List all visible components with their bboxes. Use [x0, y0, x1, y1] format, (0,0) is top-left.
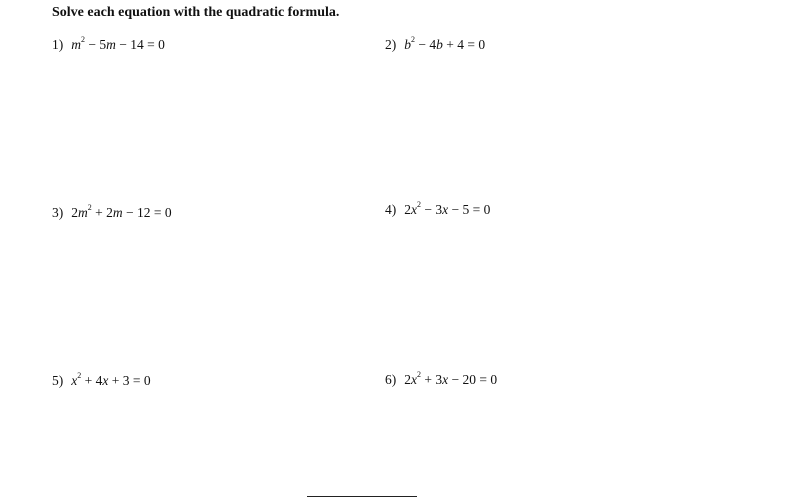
variable: x [442, 372, 449, 387]
equation-text: − 5 [85, 37, 107, 52]
equation-text: 2 [404, 202, 411, 217]
exponent: 2 [77, 371, 82, 380]
equation-text: + 3 = 0 [108, 373, 151, 388]
equation-text: + 4 [81, 373, 103, 388]
equation-text: + 3 [421, 372, 443, 387]
equation-text: − 3 [421, 202, 443, 217]
problem-number: 2) [385, 37, 397, 52]
problem-equation [71, 37, 165, 52]
equation-text: + 2 [91, 205, 113, 220]
equation-text: 2 [71, 205, 78, 220]
problem-3 [52, 203, 172, 220]
problem-4 [385, 200, 491, 217]
equation-text: − 12 = 0 [122, 205, 172, 220]
exponent: 2 [87, 203, 92, 212]
worksheet-instructions: Solve each equation with the quadratic formula. [52, 5, 340, 20]
exponent: 2 [417, 370, 421, 379]
problem-equation [71, 373, 150, 388]
variable: m [106, 37, 116, 52]
problem-1 [52, 35, 165, 52]
variable: x [71, 373, 78, 388]
equation-text: − 14 = 0 [115, 37, 165, 52]
exponent: 2 [81, 35, 85, 44]
problem-equation [404, 372, 497, 387]
problem-number: 5) [52, 373, 64, 388]
problem-number: 3) [52, 205, 64, 220]
variable: m [71, 37, 81, 52]
problem-equation [404, 37, 485, 52]
problem-number: 1) [52, 37, 64, 52]
problem-equation [404, 202, 490, 217]
exponent: 2 [411, 35, 415, 44]
exponent: 2 [417, 200, 421, 209]
variable: b [436, 37, 443, 52]
problem-5 [52, 371, 151, 388]
equation-text: + 4 = 0 [442, 37, 486, 52]
variable: x [442, 202, 449, 217]
problem-number: 6) [385, 372, 397, 387]
equation-text: − 20 = 0 [448, 372, 498, 387]
equation-text: 2 [404, 372, 411, 387]
variable: b [404, 37, 411, 52]
problem-6 [385, 370, 498, 387]
problem-2 [385, 35, 486, 52]
variable: m [112, 205, 123, 220]
problem-number: 4) [385, 202, 397, 217]
equation-text: − 4 [415, 37, 437, 52]
variable: x [102, 373, 109, 388]
answer-line [307, 496, 417, 497]
equation-text: − 5 = 0 [448, 202, 491, 217]
problem-equation [71, 205, 171, 220]
variable: x [411, 202, 417, 217]
variable: m [78, 205, 88, 220]
variable: x [411, 372, 417, 387]
